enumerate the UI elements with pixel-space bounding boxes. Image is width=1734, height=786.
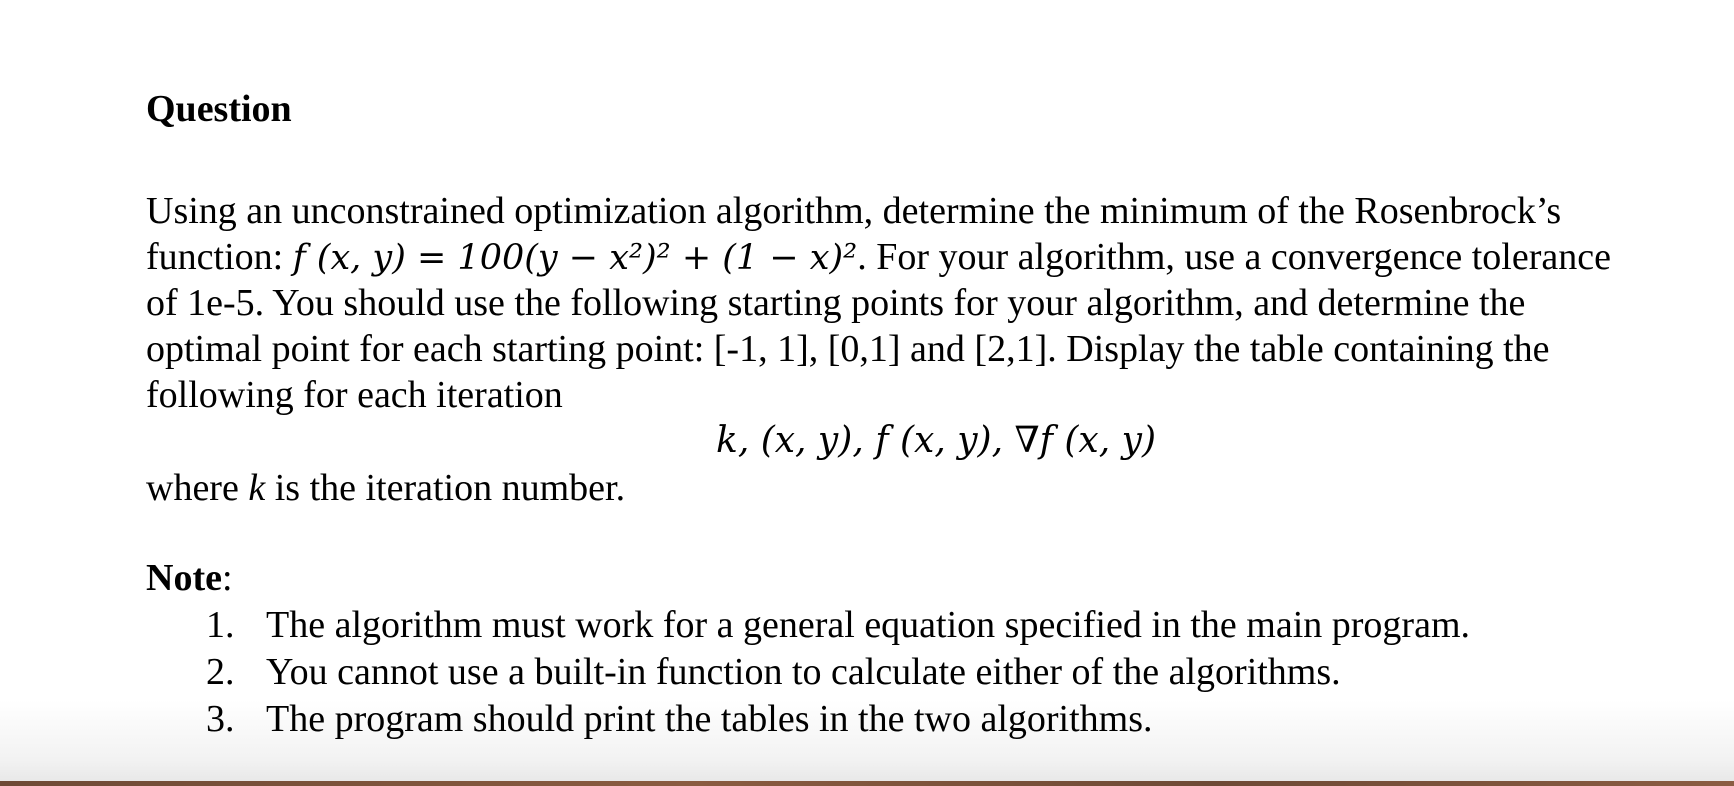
rosenbrock-equation: f (x, y) = 100(y − x²)² + (1 − x)² bbox=[292, 238, 858, 278]
note-item-text: The program should print the tables in the two algorithms. bbox=[266, 698, 1153, 740]
where-suffix: is the iteration number. bbox=[265, 467, 626, 509]
where-line bbox=[146, 466, 625, 510]
note-item bbox=[146, 696, 1470, 743]
question-paragraph bbox=[146, 188, 1706, 418]
iteration-table-columns-formula: k, (x, y), f (x, y), ∇f (x, y) bbox=[716, 420, 1156, 461]
tolerance-text: . For your algorithm, use a convergence tolerance bbox=[857, 236, 1611, 278]
note-item bbox=[146, 602, 1470, 649]
note-item-text: You cannot use a built-in function to calculate either of the algorithms. bbox=[266, 651, 1341, 693]
note-item-number: 2. bbox=[206, 651, 235, 693]
note-item-number: 1. bbox=[206, 604, 235, 646]
where-prefix: where bbox=[146, 467, 249, 509]
note-item-text: The algorithm must work for a general equation specified in the main program. bbox=[266, 604, 1471, 646]
note-item-number: 3. bbox=[206, 698, 235, 740]
paragraph-line-2 bbox=[146, 234, 1706, 280]
window-bottom-edge bbox=[0, 781, 1734, 786]
question-heading: Question bbox=[146, 88, 292, 130]
paragraph-line-4: optimal point for each starting point: [-1, 1], [0,1] and [2,1]. Display the table containing the bbox=[146, 328, 1550, 370]
paragraph-line-1: Using an unconstrained optimization algorithm, determine the minimum of the Rosenbrock’s bbox=[146, 190, 1562, 232]
note-colon: : bbox=[221, 557, 233, 599]
note-item bbox=[146, 649, 1470, 696]
function-label: function: bbox=[146, 236, 293, 278]
iteration-variable: k bbox=[248, 467, 266, 509]
paragraph-line-5: following for each iteration bbox=[146, 374, 563, 416]
note-heading bbox=[146, 556, 233, 600]
paragraph-line-3: of 1e-5. You should use the following starting points for your algorithm, and determine the bbox=[146, 282, 1526, 324]
note-label: Note bbox=[146, 557, 222, 599]
note-list bbox=[146, 602, 1470, 743]
